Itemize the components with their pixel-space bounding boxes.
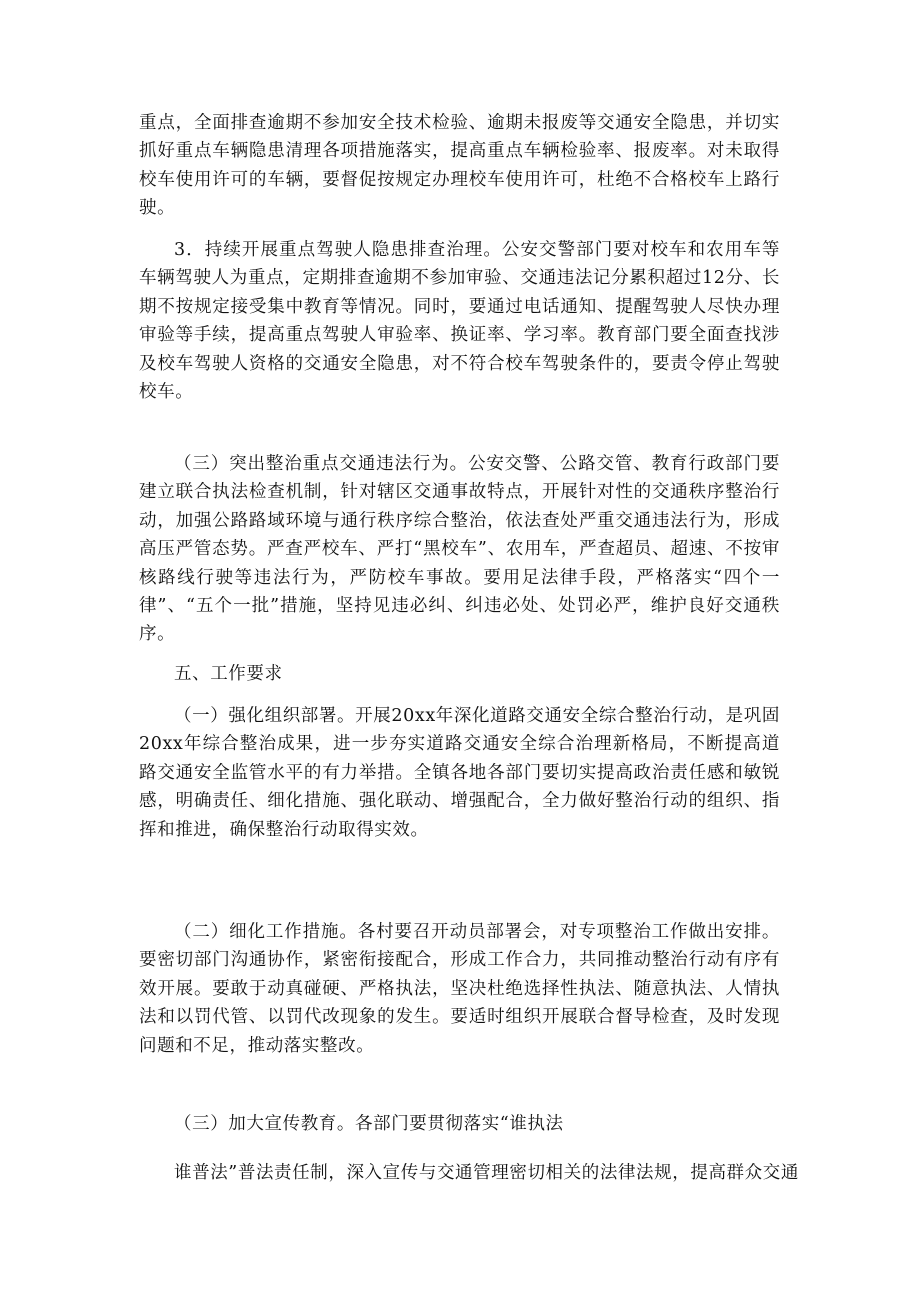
paragraph-driver-hazards: 3．持续开展重点驾驶人隐患排查治理。公安交警部门要对校车和农用车等车辆驾驶人为重点，定期排查逾期不参加审验、交通违法记分累积超过12分、长期不按规定接受集中教育等情况。同时，要通过电话通知、提醒驾驶人尽快办理审验等手续，提高重点驾驶人审验率、换证率、学习率。教育部门要全面查找涉及校车驾驶人资格的交通安全隐患，对不符合校车驾驶条件的，要责令停止驾驶校车。 [139, 240, 780, 403]
paragraph-work-measures: （二）细化工作措施。各村要召开动员部署会，对专项整治工作做出安排。要密切部门沟通协作，紧密衔接配合，形成工作合力，共同推动整治行动有序有效开展。要敢于动真碰硬、严格执法，坚决杜绝选择性执法、随意执法、人情执法和以罚代管、以罚代改现象的发生。要适时组织开展联合督导检查，及时发现问题和不足，推动落实整改。 [139, 922, 780, 1056]
paragraph-publicity-continued: 谁普法”普法责任制，深入宣传与交通管理密切相关的法律法规，提高群众交通 [174, 1163, 799, 1183]
paragraph-organization: （一）强化组织部署。开展20xx年深化道路交通安全综合整治行动，是巩固20xx年综合整治成果，进一步夯实道路交通安全综合治理新格局，不断提高道路交通安全监管水平的有力举措。全镇各地各部门要切实提高政治责任感和敏锐感，明确责任、细化措施、强化联动、增强配合，全力做好整治行动的组织、指挥和推进，确保整治行动取得实效。 [139, 706, 780, 840]
paragraph-traffic-violations: （三）突出整治重点交通违法行为。公安交警、公路交管、教育行政部门要建立联合执法检查机制，针对辖区交通事故特点，开展针对性的交通秩序整治行动，加强公路路域环境与通行秩序综合整治，依法查处严重交通违法行为，形成高压严管态势。严查严校车、严打“黑校车”、农用车，严查超员、超速、不按审核路线行驶等违法行为，严防校车事故。要用足法律手段，严格落实“四个一律”、“五个一批”措施，坚持见违必纠、纠违必处、处罚必严，维护良好交通秩序。 [139, 454, 780, 645]
paragraph-vehicle-hazards: 重点，全面排查逾期不参加安全技术检验、逾期未报废等交通安全隐患，并切实抓好重点车辆隐患清理各项措施落实，提高重点车辆检验率、报废率。对未取得校车使用许可的车辆，要督促按规定办理校车使用许可，杜绝不合格校车上路行驶。 [139, 113, 780, 219]
section-heading-work-requirements: 五、工作要求 [174, 664, 283, 684]
paragraph-publicity-start: （三）加大宣传教育。各部门要贯彻落实“谁执法 [174, 1114, 564, 1134]
